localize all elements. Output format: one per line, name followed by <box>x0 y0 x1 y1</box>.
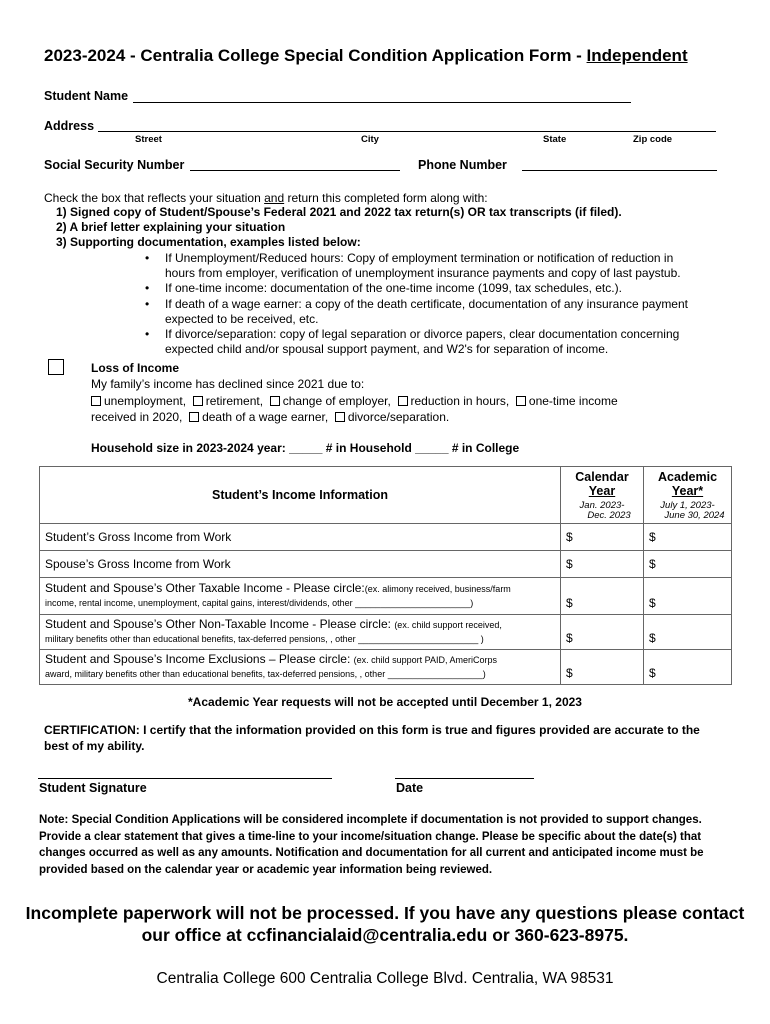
dollar-sign: $ <box>649 631 656 645</box>
intro-pre: Check the box that reflects your situation <box>44 191 265 205</box>
loss-options-row-1 <box>91 394 618 409</box>
income-info-header: Student’s Income Information <box>40 467 561 524</box>
row-sub-text: (ex. alimony received, business/farm <box>364 584 511 594</box>
state-sublabel: State <box>543 134 567 145</box>
calendar-year-header <box>561 467 644 524</box>
zip-sublabel: Zip code <box>633 134 673 145</box>
option-reduction-hours: reduction in hours, <box>410 394 510 408</box>
loss-of-income-checkbox[interactable] <box>48 359 64 375</box>
bullet-dot-icon: • <box>145 281 150 295</box>
table-row <box>40 615 732 650</box>
instruction-item-1: 1) Signed copy of Student/Spouse’s Federal 2021 and 2022 tax return(s) OR tax transcripts (if filed). <box>56 205 622 219</box>
loss-options-row-2 <box>91 410 449 425</box>
row-main-text: Student and Spouse’s Other Non-Taxable Income - Please circle: <box>45 617 395 631</box>
academic-range-start: July 1, 2023- <box>660 499 715 511</box>
divorce-separation-checkbox[interactable] <box>335 412 345 422</box>
academic-amount-cell[interactable] <box>644 650 732 685</box>
student-name-label: Student Name <box>44 89 129 103</box>
signature-field[interactable] <box>38 778 332 779</box>
reduction-hours-checkbox[interactable] <box>398 396 408 406</box>
calendar-amount-cell[interactable] <box>561 524 644 551</box>
one-time-income-checkbox[interactable] <box>516 396 526 406</box>
calendar-amount-cell[interactable] <box>561 551 644 578</box>
bullet-unemployment-cont: hours from employer, verification of unemployment insurance payments and copy of last paystub. <box>165 266 681 280</box>
row-label: Student’s Gross Income from Work <box>40 524 561 551</box>
bullet-text: If divorce/separation: copy of legal separation or divorce papers, clear documentation concerning <box>165 327 680 341</box>
table-row <box>40 578 732 615</box>
academic-amount-cell[interactable] <box>644 615 732 650</box>
row-sub-text-2: military benefits other than educational benefits, tax-deferred pensions, , other ________________________ ) <box>45 634 484 644</box>
student-name-field[interactable] <box>133 102 631 103</box>
calendar-year-word: Year <box>588 483 616 498</box>
certification-text: CERTIFICATION: I certify that the information provided on this form is true and figures provided are accurate to the best of my ability. <box>44 723 700 753</box>
option-change-employer: change of employer, <box>282 394 391 408</box>
date-label: Date <box>396 781 424 795</box>
street-sublabel: Street <box>135 134 162 145</box>
dollar-sign: $ <box>649 666 656 680</box>
option-one-time-income: one-time income <box>528 394 618 408</box>
form-title-main: 2023-2024 - Centralia College Special Condition Application Form - <box>44 46 587 65</box>
bullet-dot-icon: • <box>145 251 150 265</box>
received-in-2020: received in 2020, <box>91 410 183 424</box>
income-table <box>39 466 732 685</box>
intro-post: return this completed form along with: <box>284 191 488 205</box>
form-title <box>44 46 734 66</box>
instruction-item-3: 3) Supporting documentation, examples listed below: <box>56 235 361 249</box>
city-sublabel: City <box>361 134 379 145</box>
loss-of-income-intro: My family’s income has declined since 2021 due to: <box>91 377 365 391</box>
signature-label: Student Signature <box>39 781 147 795</box>
bullet-unemployment <box>145 251 674 266</box>
academic-amount-cell[interactable] <box>644 551 732 578</box>
academic-amount-cell[interactable] <box>644 524 732 551</box>
calendar-amount-cell[interactable] <box>561 615 644 650</box>
change-employer-checkbox[interactable] <box>270 396 280 406</box>
row-label <box>40 615 561 650</box>
table-header-row <box>40 467 732 524</box>
row-sub-text: (ex. child support PAID, AmeriCorps <box>353 655 498 665</box>
row-main-text: Student and Spouse’s Income Exclusions – Please circle: <box>45 652 354 666</box>
academic-amount-cell[interactable] <box>644 578 732 615</box>
academic-range-end: June 30, 2024 <box>664 509 725 521</box>
address-label: Address <box>44 119 95 133</box>
college-address-footer: Centralia College 600 Centralia College Blvd. Centralia, WA 98531 <box>156 970 614 987</box>
bullet-dot-icon: • <box>145 297 150 311</box>
bullet-text: If death of a wage earner: a copy of the death certificate, documentation of any insurance payment <box>165 297 688 311</box>
calendar-amount-cell[interactable] <box>561 650 644 685</box>
household-size-line: Household size in 2023-2024 year: _____ # in Household _____ # in College <box>91 441 520 455</box>
option-unemployment: unemployment, <box>104 394 187 408</box>
row-main-text: Student and Spouse’s Other Taxable Income - Please circle: <box>45 581 365 595</box>
option-death-wage-earner: death of a wage earner, <box>202 410 329 424</box>
form-title-independent: Independent <box>586 46 688 65</box>
bullet-divorce-cont: expected child and/or spousal support payment, and W2's for separation of income. <box>165 342 609 356</box>
calendar-title: Calendar <box>575 469 629 484</box>
phone-field[interactable] <box>522 170 717 171</box>
option-retirement: retirement, <box>205 394 264 408</box>
dollar-sign: $ <box>649 557 656 571</box>
bullet-divorce <box>145 327 680 342</box>
dollar-sign: $ <box>649 530 656 544</box>
table-row <box>40 524 732 551</box>
intro-and: and <box>264 191 285 205</box>
dollar-sign: $ <box>566 666 573 680</box>
bullet-text: If Unemployment/Reduced hours: Copy of employment termination or notification of reduction in <box>165 251 674 265</box>
bullet-one-time <box>145 281 622 296</box>
address-field[interactable] <box>98 131 716 132</box>
dollar-sign: $ <box>649 596 656 610</box>
table-row <box>40 551 732 578</box>
phone-label: Phone Number <box>418 158 507 172</box>
dollar-sign: $ <box>566 557 573 571</box>
calendar-amount-cell[interactable] <box>561 578 644 615</box>
row-label <box>40 650 561 685</box>
row-sub-text-2: award, military benefits other than educational benefits, tax-deferred pensions, , other ___________________) <box>45 669 486 679</box>
row-label <box>40 578 561 615</box>
dollar-sign: $ <box>566 596 573 610</box>
instruction-item-2: 2) A brief letter explaining your situation <box>56 220 286 234</box>
loss-of-income-heading: Loss of Income <box>91 361 180 375</box>
academic-year-note: *Academic Year requests will not be accepted until December 1, 2023 <box>188 695 582 709</box>
dollar-sign: $ <box>566 530 573 544</box>
dollar-sign: $ <box>566 631 573 645</box>
death-wage-earner-checkbox[interactable] <box>189 412 199 422</box>
bullet-text: If one-time income: documentation of the one-time income (1099, tax schedules, etc.). <box>165 281 622 295</box>
row-sub-text-2: income, rental income, unemployment, capital gains, interest/dividends, other _______________________) <box>45 598 474 608</box>
table-row <box>40 650 732 685</box>
option-divorce-separation: divorce/separation. <box>347 410 450 424</box>
academic-year-header <box>644 467 732 524</box>
academic-year-word: Year* <box>671 483 704 498</box>
instructions-intro <box>44 191 488 206</box>
calendar-range-start: Jan. 2023- <box>579 499 625 511</box>
calendar-range-end: Dec. 2023 <box>587 509 631 521</box>
date-field[interactable] <box>395 778 534 779</box>
bullet-death-cont: expected to be received, etc. <box>165 312 319 326</box>
row-sub-text: (ex. child support received, <box>394 620 502 630</box>
ssn-field[interactable] <box>190 170 400 171</box>
ssn-label: Social Security Number <box>44 158 185 172</box>
bullet-dot-icon: • <box>145 327 150 341</box>
retirement-checkbox[interactable] <box>193 396 203 406</box>
row-label: Spouse’s Gross Income from Work <box>40 551 561 578</box>
unemployment-checkbox[interactable] <box>91 396 101 406</box>
processing-warning: Incomplete paperwork will not be processed. If you have any questions please contact our office at ccfinancialaid@centralia.edu or 360-623-8975. <box>25 903 745 945</box>
bullet-death <box>145 297 688 312</box>
incomplete-note: Note: Special Condition Applications will be considered incomplete if documentation is not provided to support changes. Provide a clear statement that gives a time-line to your income/situation change. Please be specific about the date(s) that changes occurred as well as any amounts. Notification and documentation for all current and anticipated income must be provided based on the calendar year or academic year information being reviewed. <box>39 814 704 876</box>
academic-title: Academic <box>657 469 718 484</box>
